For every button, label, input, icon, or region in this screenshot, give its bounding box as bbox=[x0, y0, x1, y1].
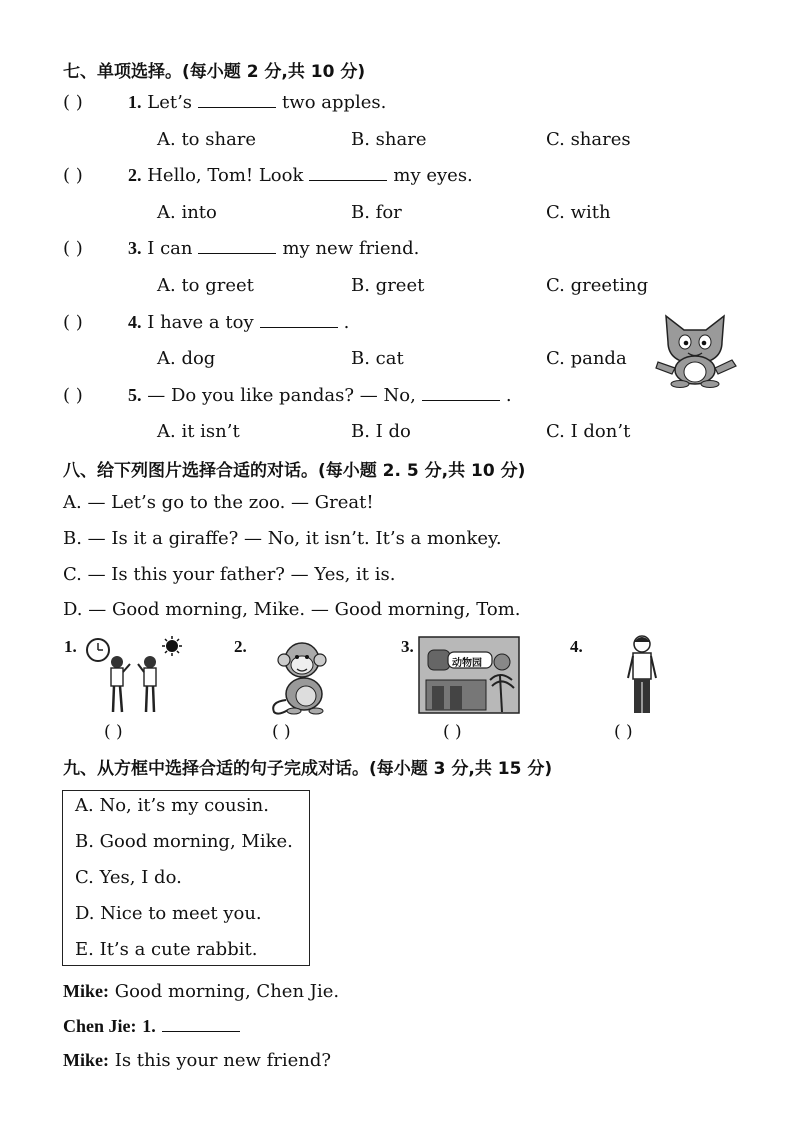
question-text-before: Hello, Tom! Look bbox=[147, 165, 304, 186]
options-box bbox=[62, 790, 310, 966]
question-text-after: . bbox=[343, 312, 350, 333]
picture-2-answer-paren[interactable]: ( ) bbox=[272, 722, 291, 742]
answer-paren-q4[interactable]: ( ) bbox=[63, 312, 83, 333]
question-4 bbox=[128, 312, 349, 333]
line-text: Good morning, Chen Jie. bbox=[114, 981, 340, 1002]
option-c[interactable]: C. I don’t bbox=[546, 421, 631, 442]
picture-2-number: 2. bbox=[234, 637, 247, 656]
picture-1-number: 1. bbox=[64, 637, 77, 656]
answer-paren-q1[interactable]: ( ) bbox=[63, 92, 83, 113]
question-number: 5. bbox=[128, 385, 142, 405]
section-8-title: 八、给下列图片选择合适的对话。(每小题 2. 5 分,共 10 分) bbox=[63, 461, 526, 481]
section-7-title: 七、单项选择。(每小题 2 分,共 10 分) bbox=[63, 62, 366, 82]
option-a[interactable]: A. into bbox=[157, 202, 217, 223]
picture-3-answer-paren[interactable]: ( ) bbox=[443, 722, 462, 742]
dialogue-line-1 bbox=[63, 981, 339, 1002]
question-1 bbox=[128, 92, 386, 113]
option-b[interactable]: B. I do bbox=[351, 421, 411, 442]
option-b[interactable]: B. cat bbox=[351, 348, 404, 369]
question-text-before: I can bbox=[147, 238, 193, 259]
option-b[interactable]: B. greet bbox=[351, 275, 425, 296]
question-text-after: two apples. bbox=[282, 92, 387, 113]
answer-paren-q3[interactable]: ( ) bbox=[63, 238, 83, 259]
question-text-after: my eyes. bbox=[393, 165, 473, 186]
answer-blank[interactable] bbox=[260, 326, 338, 328]
dialogue-b: B. — Is it a giraffe? — No, it isn’t. It’s a monkey. bbox=[63, 528, 502, 549]
option-b[interactable]: B. for bbox=[351, 202, 402, 223]
question-2 bbox=[128, 165, 473, 186]
picture-3-zoo-gate bbox=[418, 636, 520, 714]
section-9-title: 九、从方框中选择合适的句子完成对话。(每小题 3 分,共 15 分) bbox=[63, 759, 553, 779]
line-text: Is this your new friend? bbox=[114, 1050, 332, 1071]
option-b[interactable]: B. share bbox=[351, 129, 427, 150]
picture-3-number: 3. bbox=[401, 637, 414, 656]
picture-1-greeting bbox=[84, 634, 186, 718]
question-5 bbox=[128, 385, 512, 406]
question-text-before: — Do you like pandas? — No, bbox=[147, 385, 416, 406]
question-number: 1. bbox=[128, 92, 142, 112]
dialogue-line-2 bbox=[63, 1016, 246, 1037]
picture-4-number: 4. bbox=[570, 637, 583, 656]
question-text-after: my new friend. bbox=[282, 238, 420, 259]
picture-4-father bbox=[624, 634, 660, 718]
dialogue-d: D. — Good morning, Mike. — Good morning, Tom. bbox=[63, 599, 521, 620]
option-c[interactable]: C. with bbox=[546, 202, 611, 223]
option-a[interactable]: A. to greet bbox=[157, 275, 254, 296]
question-text-before: I have a toy bbox=[147, 312, 254, 333]
option-a[interactable]: A. to share bbox=[157, 129, 257, 150]
box-option-a: A. No, it’s my cousin. bbox=[75, 795, 269, 816]
answer-blank[interactable] bbox=[422, 399, 500, 401]
answer-blank[interactable] bbox=[162, 1030, 240, 1032]
answer-blank[interactable] bbox=[198, 106, 276, 108]
answer-blank[interactable] bbox=[309, 179, 387, 181]
picture-4-answer-paren[interactable]: ( ) bbox=[614, 722, 633, 742]
dialogue-line-3 bbox=[63, 1050, 331, 1071]
dialogue-a: A. — Let’s go to the zoo. — Great! bbox=[63, 492, 374, 513]
answer-paren-q5[interactable]: ( ) bbox=[63, 385, 83, 406]
box-option-c: C. Yes, I do. bbox=[75, 867, 182, 888]
blank-number: 1. bbox=[142, 1016, 156, 1036]
question-number: 3. bbox=[128, 238, 142, 258]
question-number: 4. bbox=[128, 312, 142, 332]
speaker-name: Chen Jie: bbox=[63, 1016, 137, 1036]
answer-paren-q2[interactable]: ( ) bbox=[63, 165, 83, 186]
option-a[interactable]: A. dog bbox=[157, 348, 216, 369]
option-c[interactable]: C. greeting bbox=[546, 275, 649, 296]
dialogue-c: C. — Is this your father? — Yes, it is. bbox=[63, 564, 396, 585]
picture-2-monkey bbox=[266, 640, 338, 716]
box-option-b: B. Good morning, Mike. bbox=[75, 831, 293, 852]
cat-illustration bbox=[650, 312, 740, 388]
answer-blank[interactable] bbox=[198, 252, 276, 254]
speaker-name: Mike: bbox=[63, 1050, 109, 1070]
question-text-before: Let’s bbox=[147, 92, 193, 113]
question-number: 2. bbox=[128, 165, 142, 185]
question-text-after: . bbox=[505, 385, 512, 406]
zoo-sign-text: 动物园 bbox=[452, 658, 482, 669]
option-c[interactable]: C. panda bbox=[546, 348, 627, 369]
option-c[interactable]: C. shares bbox=[546, 129, 631, 150]
option-a[interactable]: A. it isn’t bbox=[157, 421, 240, 442]
box-option-d: D. Nice to meet you. bbox=[75, 903, 262, 924]
picture-1-answer-paren[interactable]: ( ) bbox=[104, 722, 123, 742]
speaker-name: Mike: bbox=[63, 981, 109, 1001]
box-option-e: E. It’s a cute rabbit. bbox=[75, 939, 258, 960]
question-3 bbox=[128, 238, 419, 259]
